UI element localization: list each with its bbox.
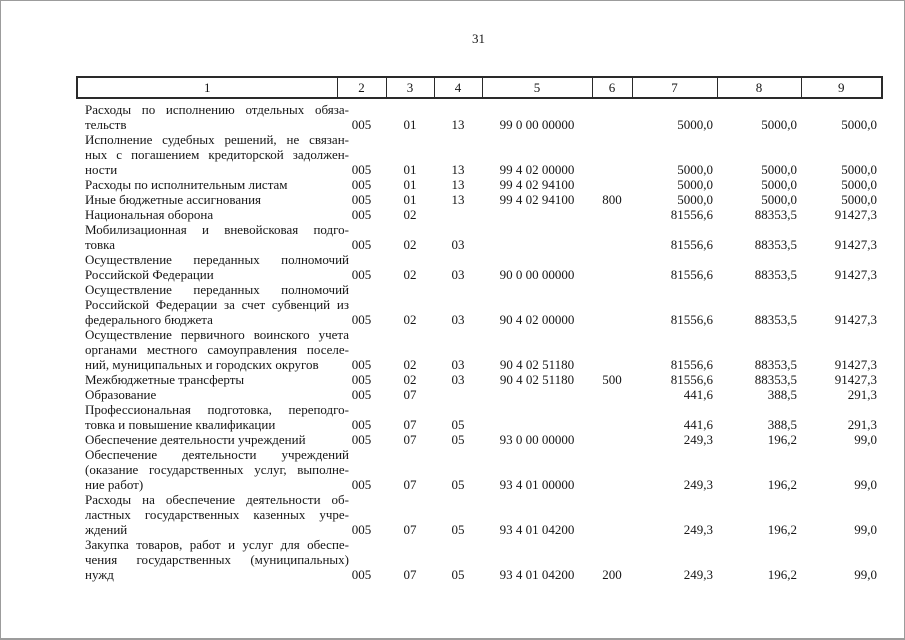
amount-year1-cell: 249,3 <box>683 432 713 447</box>
amount-year3-cell: 91427,3 <box>834 312 877 327</box>
grbs-code-cell: 005 <box>351 237 372 252</box>
grbs-code-cell: 005 <box>351 312 372 327</box>
section-code-cell: 01 <box>403 177 417 192</box>
section-code-cell: 01 <box>403 192 417 207</box>
table-header-row <box>77 77 882 98</box>
grbs-code-cell: 005 <box>351 117 372 132</box>
name-line: ждений <box>85 522 128 537</box>
name-line: ластных государственных казенных учре- <box>85 507 349 522</box>
target-article-code-cell: 90 4 02 00000 <box>499 312 575 327</box>
target-article-code-cell: 93 4 01 00000 <box>499 477 575 492</box>
grbs-code-cell: 005 <box>351 192 372 207</box>
row-name-cell <box>77 447 349 492</box>
row-name <box>85 252 349 282</box>
amount-year1-cell: 81556,6 <box>670 267 713 282</box>
grbs-code-cell: 005 <box>351 567 372 582</box>
subsection-code-cell: 03 <box>451 372 465 387</box>
row-name-cell <box>77 432 337 447</box>
row-name-cell <box>77 177 337 192</box>
target-article-code-cell: 90 0 00 00000 <box>499 267 575 282</box>
expense-type-code-cell: 200 <box>602 567 622 582</box>
amount-year2-cell: 196,2 <box>767 477 797 492</box>
row-name-cell <box>77 282 349 327</box>
amount-year3-cell: 291,3 <box>847 417 877 432</box>
grbs-code-cell: 005 <box>351 522 372 537</box>
table-header-cell: 7 <box>632 77 717 98</box>
subsection-code-cell: 03 <box>451 312 465 327</box>
name-line: Иные бюджетные ассигнования <box>85 192 262 207</box>
row-name <box>85 177 349 192</box>
target-article-code-cell: 93 4 01 04200 <box>499 522 575 537</box>
table-header-cell: 4 <box>434 77 482 98</box>
section-code-cell: 02 <box>403 237 417 252</box>
expense-type-code-cell <box>592 98 632 132</box>
subsection-code-cell: 05 <box>451 417 465 432</box>
section-code-cell: 07 <box>403 387 417 402</box>
row-name <box>85 372 349 387</box>
target-article-code-cell: 90 4 02 51180 <box>499 372 575 387</box>
name-line: ности <box>85 162 118 177</box>
table-row <box>77 327 882 372</box>
row-name <box>85 132 349 177</box>
table-row <box>77 98 882 132</box>
row-name <box>85 327 349 372</box>
amount-year1-cell: 81556,6 <box>670 312 713 327</box>
amount-year3-cell: 291,3 <box>847 387 877 402</box>
grbs-code-cell: 005 <box>351 357 372 372</box>
section-code-cell: 07 <box>403 477 417 492</box>
expense-type-code-cell <box>592 387 632 402</box>
row-name <box>85 432 349 447</box>
table-row <box>77 537 882 583</box>
name-line: Осуществление первичного воинского учета <box>85 327 349 342</box>
table-header-cell: 3 <box>386 77 434 98</box>
name-line: Исполнение судебных решений, не связан- <box>85 132 349 147</box>
amount-year3-cell: 5000,0 <box>841 192 877 207</box>
amount-year1-cell: 441,6 <box>683 417 713 432</box>
name-line: Национальная оборона <box>85 207 214 222</box>
table-row <box>77 492 882 537</box>
amount-year1-cell: 5000,0 <box>677 192 713 207</box>
subsection-code-cell: 05 <box>451 567 465 582</box>
row-name-cell <box>77 387 337 402</box>
amount-year3-cell: 5000,0 <box>841 117 877 132</box>
target-article-code-cell <box>482 387 592 402</box>
amount-year1-cell: 81556,6 <box>670 357 713 372</box>
name-line: (оказание государственных услуг, выполне- <box>85 462 349 477</box>
row-name-cell <box>77 372 337 387</box>
page-number: 31 <box>472 31 485 46</box>
amount-year3-cell: 99,0 <box>854 432 877 447</box>
expense-type-code-cell: 800 <box>602 192 622 207</box>
table-header <box>77 77 882 98</box>
name-line: Расходы на обеспечение деятельности об- <box>85 492 349 507</box>
amount-year1-cell: 81556,6 <box>670 372 713 387</box>
amount-year1-cell: 249,3 <box>683 522 713 537</box>
row-name <box>85 537 349 582</box>
section-code-cell: 02 <box>403 372 417 387</box>
expense-type-code-cell: 500 <box>602 372 622 387</box>
amount-year3-cell: 99,0 <box>854 477 877 492</box>
name-line: Обеспечение деятельности учреждений <box>85 447 349 462</box>
amount-year2-cell: 5000,0 <box>761 117 797 132</box>
amount-year1-cell: 81556,6 <box>670 237 713 252</box>
subsection-code-cell: 03 <box>451 237 465 252</box>
section-code-cell: 07 <box>403 417 417 432</box>
amount-year1-cell: 81556,6 <box>670 207 713 222</box>
table-row <box>77 387 882 402</box>
name-line: ние работ) <box>85 477 144 492</box>
budget-table <box>76 76 883 584</box>
amount-year3-cell: 91427,3 <box>834 207 877 222</box>
subsection-code-cell: 13 <box>451 162 465 177</box>
amount-year3-cell: 91427,3 <box>834 267 877 282</box>
amount-year2-cell: 196,2 <box>767 567 797 582</box>
table-row <box>77 447 882 492</box>
amount-year2-cell: 196,2 <box>767 522 797 537</box>
amount-year3-cell: 91427,3 <box>834 237 877 252</box>
row-name <box>85 282 349 327</box>
name-line: Межбюджетные трансферты <box>85 372 245 387</box>
name-line: Профессиональная подготовка, переподго- <box>85 402 349 417</box>
amount-year3-cell: 99,0 <box>854 567 877 582</box>
grbs-code-cell: 005 <box>351 417 372 432</box>
row-name-cell <box>77 402 349 432</box>
amount-year3-cell: 5000,0 <box>841 162 877 177</box>
table-header-cell: 5 <box>482 77 592 98</box>
grbs-code-cell: 005 <box>351 372 372 387</box>
table-row <box>77 132 882 177</box>
section-code-cell: 02 <box>403 267 417 282</box>
name-line: Российской Федерации за счет субвенций из <box>85 297 349 312</box>
subsection-code-cell: 13 <box>451 117 465 132</box>
row-name-cell <box>77 537 349 583</box>
grbs-code-cell: 005 <box>351 162 372 177</box>
subsection-code-cell: 03 <box>451 357 465 372</box>
target-article-code-cell: 99 4 02 00000 <box>499 162 575 177</box>
expense-type-code-cell <box>592 222 632 252</box>
grbs-code-cell: 005 <box>351 477 372 492</box>
amount-year2-cell: 88353,5 <box>754 357 797 372</box>
target-article-code-cell <box>482 402 592 432</box>
row-name-cell <box>77 207 337 222</box>
table-header-cell: 6 <box>592 77 632 98</box>
grbs-code-cell: 005 <box>351 387 372 402</box>
amount-year2-cell: 5000,0 <box>761 177 797 192</box>
table-row <box>77 192 882 207</box>
subsection-code-cell: 13 <box>451 177 465 192</box>
target-article-code-cell <box>482 207 592 222</box>
amount-year2-cell: 88353,5 <box>754 312 797 327</box>
row-name-cell <box>77 252 349 282</box>
amount-year1-cell: 249,3 <box>683 477 713 492</box>
row-name <box>85 402 349 432</box>
target-article-code-cell: 93 4 01 04200 <box>499 567 575 582</box>
target-article-code-cell: 90 4 02 51180 <box>499 357 575 372</box>
section-code-cell: 07 <box>403 522 417 537</box>
grbs-code-cell: 005 <box>351 177 372 192</box>
amount-year2-cell: 5000,0 <box>761 192 797 207</box>
subsection-code-cell <box>434 387 482 402</box>
name-line: Мобилизационная и вневойсковая подго- <box>85 222 349 237</box>
subsection-code-cell: 13 <box>451 192 465 207</box>
subsection-code-cell <box>434 207 482 222</box>
expense-type-code-cell <box>592 177 632 192</box>
name-line: ных с погашением кредиторской задолжен- <box>85 147 349 162</box>
expense-type-code-cell <box>592 207 632 222</box>
amount-year1-cell: 5000,0 <box>677 177 713 192</box>
table-header-cell: 8 <box>717 77 801 98</box>
amount-year3-cell: 91427,3 <box>834 357 877 372</box>
name-line: Осуществление переданных полномочий <box>85 252 349 267</box>
subsection-code-cell: 05 <box>451 522 465 537</box>
row-name-cell <box>77 192 337 207</box>
row-name <box>85 192 349 207</box>
name-line: чения государственных (муниципальных) <box>85 552 349 567</box>
name-line: Расходы по исполнительным листам <box>85 177 288 192</box>
expense-type-code-cell <box>592 252 632 282</box>
row-name-cell <box>77 492 349 537</box>
row-name <box>85 387 349 402</box>
amount-year2-cell: 88353,5 <box>754 207 797 222</box>
amount-year2-cell: 88353,5 <box>754 237 797 252</box>
amount-year3-cell: 99,0 <box>854 522 877 537</box>
name-line: Образование <box>85 387 157 402</box>
row-name <box>85 492 349 537</box>
grbs-code-cell: 005 <box>351 432 372 447</box>
expense-type-code-cell <box>592 132 632 177</box>
amount-year2-cell: 88353,5 <box>754 372 797 387</box>
target-article-code-cell: 93 0 00 00000 <box>499 432 575 447</box>
amount-year1-cell: 249,3 <box>683 567 713 582</box>
target-article-code-cell: 99 4 02 94100 <box>499 177 575 192</box>
name-line: Осуществление переданных полномочий <box>85 282 349 297</box>
row-name-cell <box>77 132 349 177</box>
row-name <box>85 222 349 252</box>
row-name-cell <box>77 327 349 372</box>
table-row <box>77 222 882 252</box>
subsection-code-cell: 03 <box>451 267 465 282</box>
section-code-cell: 01 <box>403 162 417 177</box>
row-name-cell <box>77 98 349 132</box>
name-line: Закупка товаров, работ и услуг для обеспе- <box>85 537 349 552</box>
expense-type-code-cell <box>592 447 632 492</box>
target-article-code-cell: 99 4 02 94100 <box>499 192 575 207</box>
name-line: тельств <box>85 117 127 132</box>
subsection-code-cell: 05 <box>451 477 465 492</box>
name-line: ний, муниципальных и городских округов <box>85 357 319 372</box>
table-row <box>77 252 882 282</box>
table-row <box>77 207 882 222</box>
amount-year3-cell: 91427,3 <box>834 372 877 387</box>
table-row <box>77 402 882 432</box>
table-row <box>77 282 882 327</box>
section-code-cell: 02 <box>403 312 417 327</box>
target-article-code-cell <box>482 222 592 252</box>
subsection-code-cell: 05 <box>451 432 465 447</box>
amount-year2-cell: 196,2 <box>767 432 797 447</box>
amount-year2-cell: 388,5 <box>767 417 797 432</box>
table-body <box>77 98 882 583</box>
name-line: органами местного самоуправления поселе- <box>85 342 349 357</box>
expense-type-code-cell <box>592 492 632 537</box>
table-header-cell: 1 <box>77 77 337 98</box>
section-code-cell: 02 <box>403 207 417 222</box>
section-code-cell: 07 <box>403 567 417 582</box>
amount-year2-cell: 5000,0 <box>761 162 797 177</box>
amount-year3-cell: 5000,0 <box>841 177 877 192</box>
row-name-cell <box>77 222 349 252</box>
row-name <box>85 447 349 492</box>
row-name <box>85 102 349 132</box>
name-line: Российской Федерации <box>85 267 214 282</box>
grbs-code-cell: 005 <box>351 207 372 222</box>
table-row <box>77 177 882 192</box>
amount-year1-cell: 5000,0 <box>677 162 713 177</box>
table-row <box>77 432 882 447</box>
table-header-cell: 2 <box>337 77 386 98</box>
section-code-cell: 02 <box>403 357 417 372</box>
name-line: Расходы по исполнению отдельных обяза- <box>85 102 349 117</box>
amount-year2-cell: 88353,5 <box>754 267 797 282</box>
name-line: товка <box>85 237 116 252</box>
name-line: нужд <box>85 567 114 582</box>
table-row <box>77 372 882 387</box>
table-header-cell: 9 <box>801 77 882 98</box>
expense-type-code-cell <box>592 282 632 327</box>
expense-type-code-cell <box>592 402 632 432</box>
name-line: Обеспечение деятельности учреждений <box>85 432 306 447</box>
amount-year1-cell: 5000,0 <box>677 117 713 132</box>
grbs-code-cell: 005 <box>351 267 372 282</box>
expense-type-code-cell <box>592 432 632 447</box>
amount-year2-cell: 388,5 <box>767 387 797 402</box>
row-name <box>85 207 349 222</box>
section-code-cell: 01 <box>403 117 417 132</box>
target-article-code-cell: 99 0 00 00000 <box>499 117 575 132</box>
section-code-cell: 07 <box>403 432 417 447</box>
name-line: товка и повышение квалификации <box>85 417 276 432</box>
expense-type-code-cell <box>592 327 632 372</box>
name-line: федерального бюджета <box>85 312 213 327</box>
amount-year1-cell: 441,6 <box>683 387 713 402</box>
